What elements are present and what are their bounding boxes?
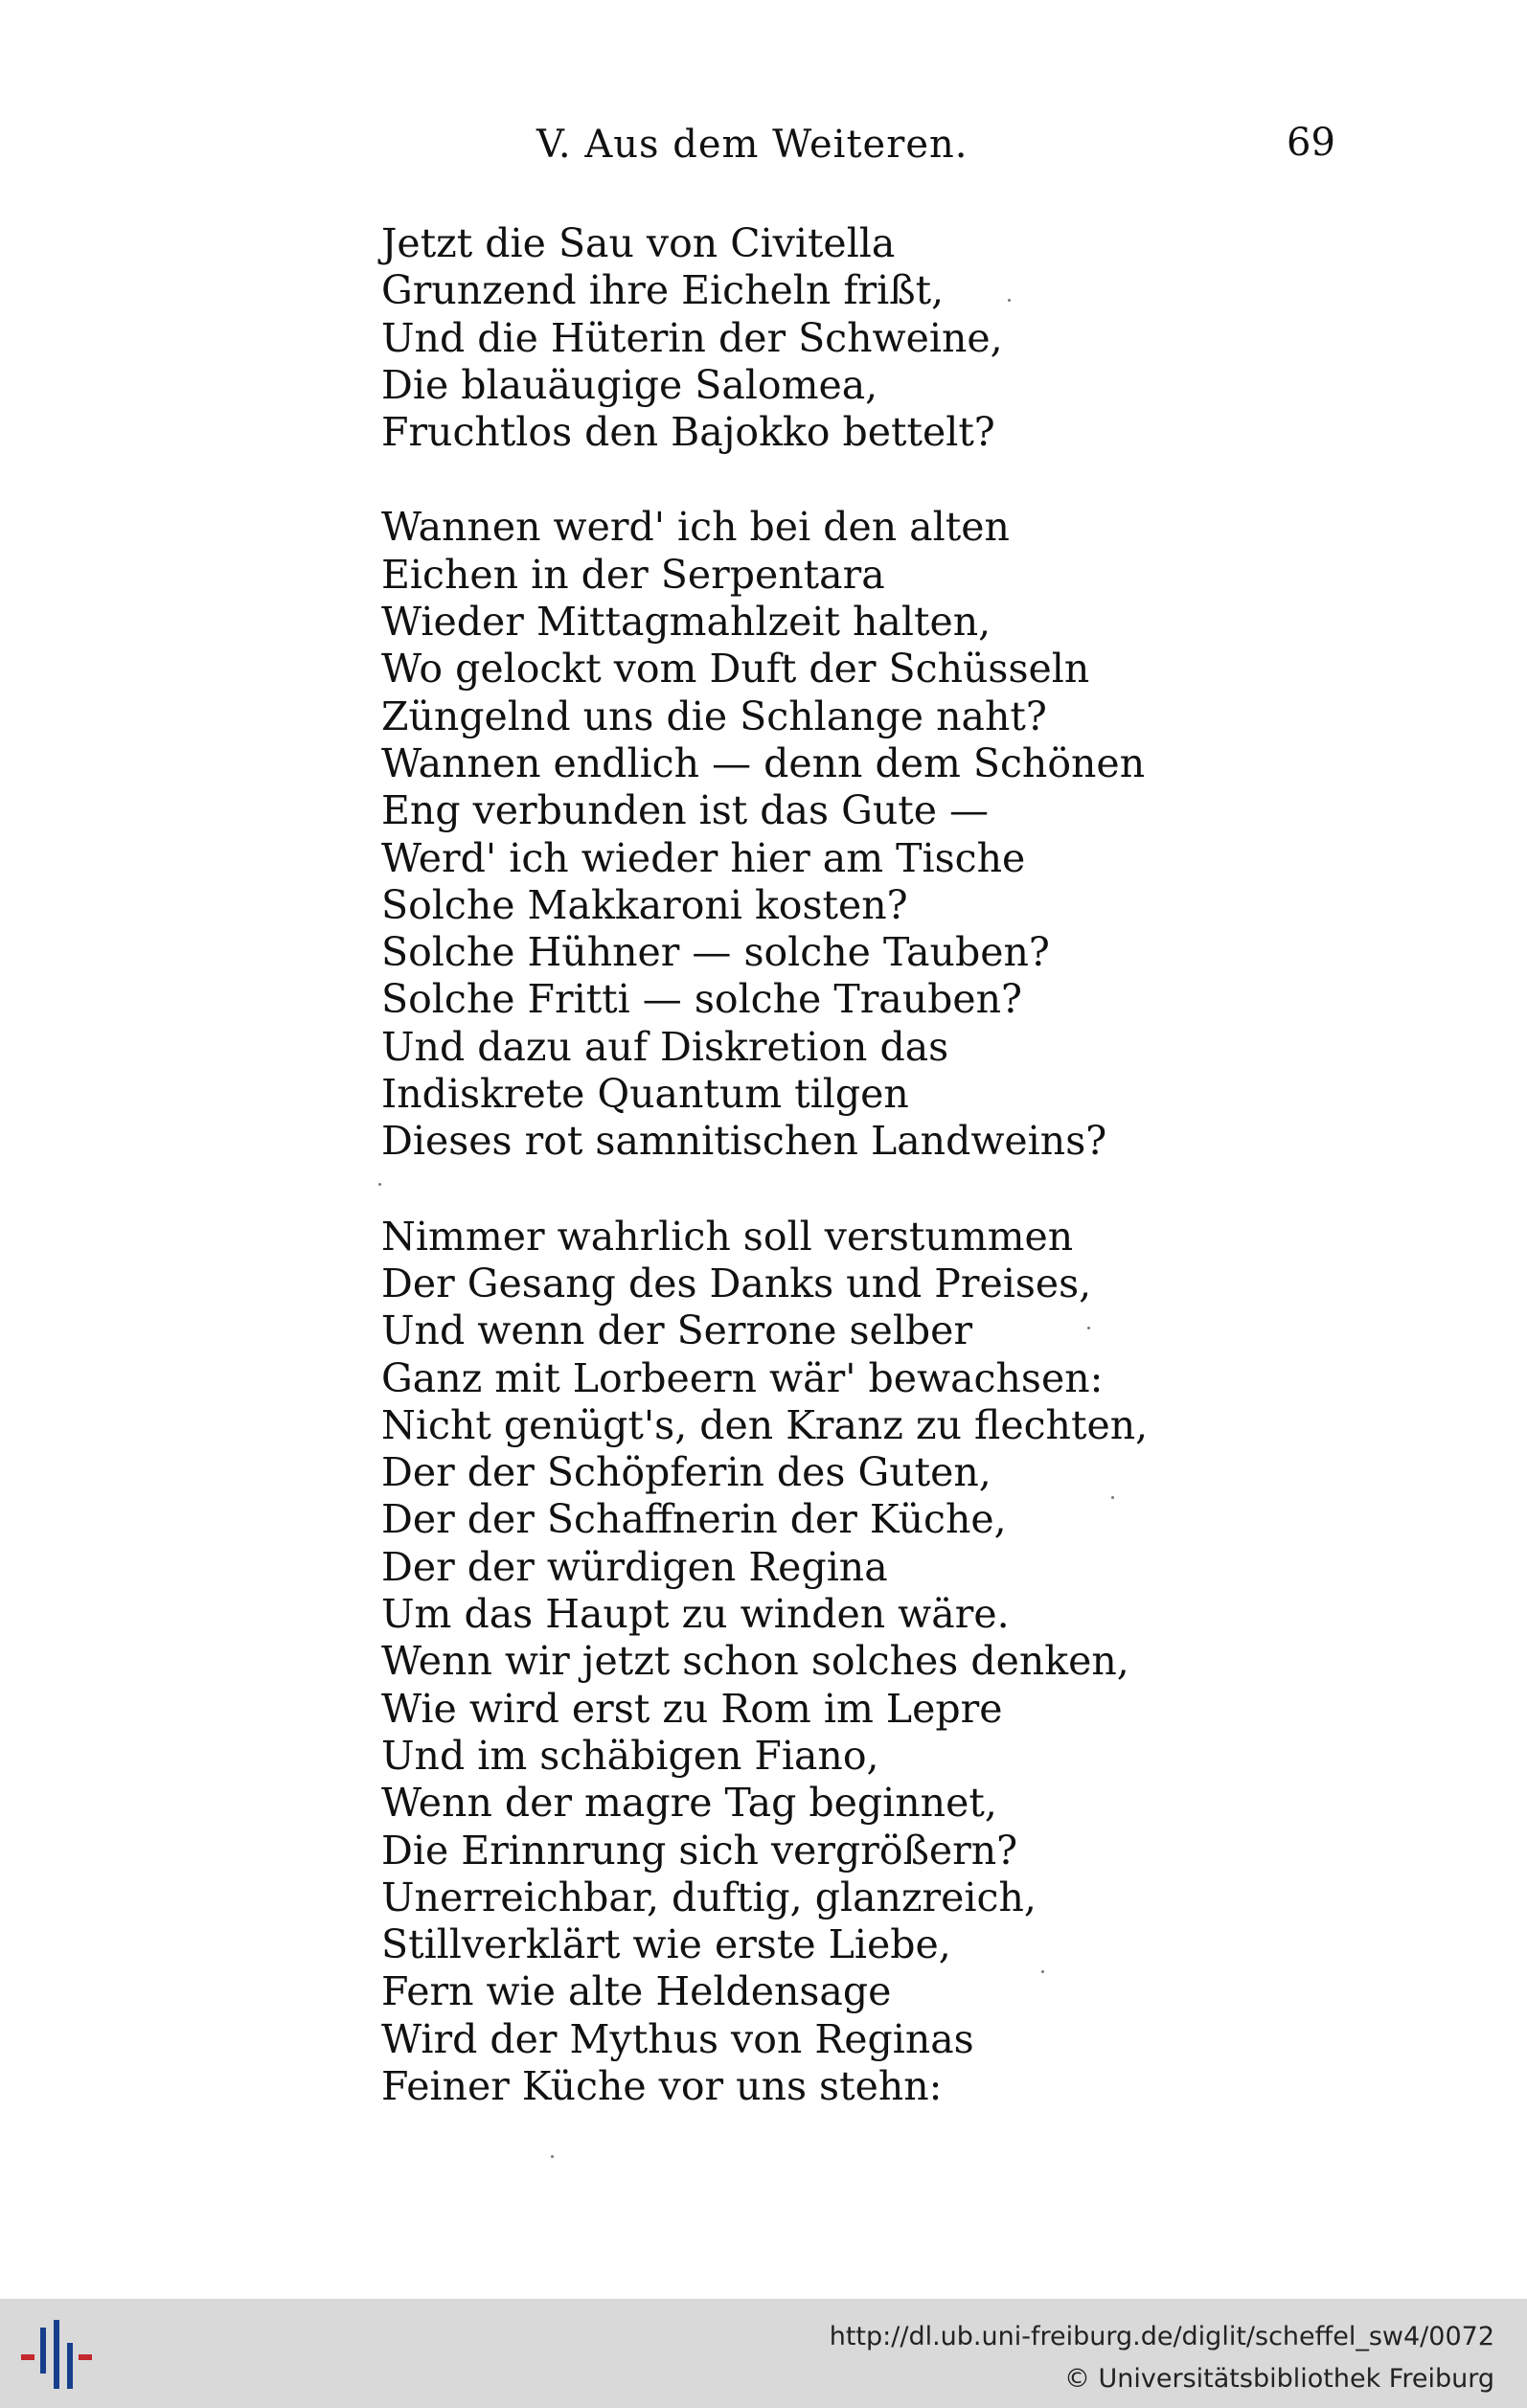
footer-bar (0, 2299, 1527, 2408)
poem-line: Wie wird erst zu Rom im Lepre (381, 1685, 1003, 1732)
poem-line: Der Gesang des Danks und Preises, (381, 1260, 1092, 1306)
poem-line: Wenn wir jetzt schon solches denken, (381, 1638, 1129, 1685)
poem-line: Jetzt die Sau von Civitella (381, 220, 896, 266)
ub-freiburg-logo-icon (17, 2320, 98, 2389)
poem-line: Nimmer wahrlich soll verstummen (381, 1213, 1074, 1260)
poem-line: Solche Fritti — solche Trauben? (381, 976, 1023, 1023)
poem-line: Der der Schaffnerin der Küche, (381, 1496, 1007, 1543)
scan-speck (551, 2155, 554, 2158)
poem-line: Wannen werd' ich bei den alten (381, 504, 1010, 551)
poem-line: Und die Hüterin der Schweine, (381, 314, 1003, 361)
stanza-2 (381, 504, 1454, 1165)
scan-speck (1041, 1970, 1044, 1973)
poem-line: Indiskrete Quantum tilgen (381, 1071, 909, 1118)
scan-speck (1008, 299, 1011, 302)
poem-line: Wenn der magre Tag beginnet, (381, 1780, 997, 1827)
poem-line: Fruchtlos den Bajokko bettelt? (381, 409, 995, 456)
poem-line: Dieses rot samnitischen Landweins? (381, 1118, 1107, 1165)
poem-line: Die Erinnrung sich vergrößern? (381, 1827, 1018, 1874)
poem-line: Ganz mit Lorbeern wär' bewachsen: (381, 1354, 1104, 1401)
poem-line: Züngelnd uns die Schlange naht? (381, 693, 1047, 739)
poem-line: Wieder Mittagmahlzeit halten, (381, 599, 991, 646)
poem-line: Der der Schöpferin des Guten, (381, 1449, 991, 1496)
scan-speck (1111, 1496, 1114, 1499)
poem-line: Unerreichbar, duftig, glanzreich, (381, 1874, 1037, 1920)
poem-line: Werd' ich wieder hier am Tische (381, 834, 1026, 881)
poem-line: Wird der Mythus von Reginas (381, 2015, 974, 2062)
page-number: 69 (1287, 121, 1335, 165)
poem-line: Grunzend ihre Eicheln frißt, (381, 267, 945, 314)
poem-line: Die blauäugige Salomea, (381, 361, 878, 408)
poem-line: Wannen endlich — denn dem Schönen (381, 739, 1146, 786)
poem-line: Feiner Küche vor uns stehn: (381, 2062, 943, 2109)
poem-line: Der der würdigen Regina (381, 1543, 888, 1590)
poem-line: Und wenn der Serrone selber (381, 1307, 973, 1354)
poem-line: Stillverklärt wie erste Liebe, (381, 1921, 951, 1968)
poem-line: Fern wie alte Heldensage (381, 1968, 892, 2015)
poem-line: Eichen in der Serpentara (381, 551, 885, 598)
source-url-link[interactable]: http://dl.ub.uni-freiburg.de/diglit/scheffel_sw4/0072 (829, 2322, 1494, 2351)
poem-line: Solche Hühner — solche Tauben? (381, 929, 1050, 976)
stanza-1 (381, 220, 1454, 456)
scan-speck (378, 1183, 381, 1186)
poem-line: Solche Makkaroni kosten? (381, 881, 908, 928)
poem-line: Und dazu auf Diskretion das (381, 1023, 949, 1070)
stanza-3 (381, 1214, 1454, 2111)
poem-text (381, 220, 1454, 2110)
poem-line: Wo gelockt vom Duft der Schüsseln (381, 646, 1090, 693)
poem-line: Und im schäbigen Fiano, (381, 1732, 879, 1779)
poem-line: Eng verbunden ist das Gute — (381, 787, 989, 834)
poem-line: Um das Haupt zu winden wäre. (381, 1591, 1010, 1638)
scan-speck (1087, 1327, 1090, 1329)
poem-line: Nicht genügt's, den Kranz zu flechten, (381, 1401, 1149, 1448)
running-title: V. Aus dem Weiteren. (536, 123, 969, 167)
copyright-notice: © Universitätsbibliothek Freiburg (1063, 2364, 1494, 2394)
